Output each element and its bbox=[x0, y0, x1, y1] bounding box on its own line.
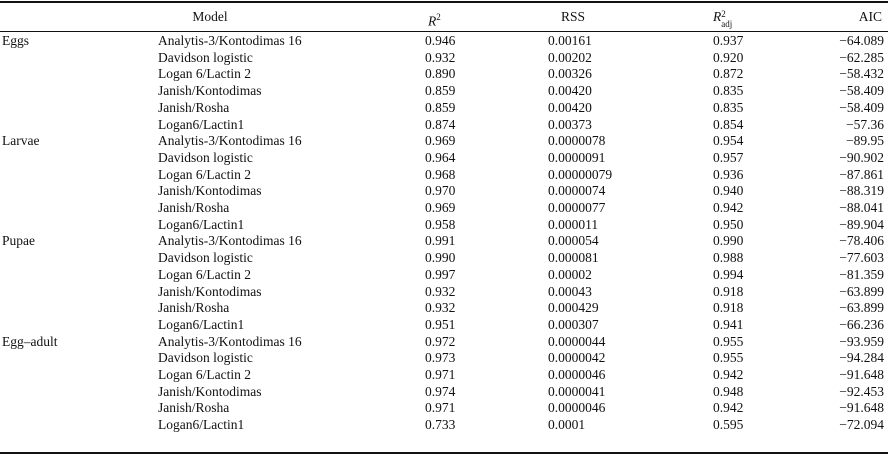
r2-cell: 0.932 bbox=[425, 49, 456, 65]
model-cell: Analytis-3/Kontodimas 16 bbox=[158, 233, 302, 249]
model-cell: Janish/Kontodimas bbox=[158, 83, 262, 99]
radj-cell: 0.918 bbox=[713, 300, 744, 316]
r2-cell: 0.958 bbox=[425, 216, 456, 232]
radj-cell: 0.988 bbox=[713, 250, 744, 266]
r2-cell: 0.973 bbox=[425, 350, 456, 366]
r2-cell: 0.932 bbox=[425, 283, 456, 299]
r2-cell: 0.972 bbox=[425, 333, 456, 349]
aic-cell: −58.409 bbox=[839, 99, 884, 115]
header-model: Model bbox=[192, 9, 228, 24]
model-cell: Logan 6/Lactin 2 bbox=[158, 266, 251, 282]
model-cell: Janish/Kontodimas bbox=[158, 383, 262, 399]
table-row bbox=[0, 66, 888, 83]
rss-cell: 0.00420 bbox=[548, 83, 592, 99]
aic-cell: −87.861 bbox=[839, 166, 884, 182]
aic-cell: −78.406 bbox=[839, 233, 884, 249]
radj-cell: 0.854 bbox=[713, 116, 744, 132]
model-cell: Logan6/Lactin1 bbox=[158, 316, 245, 332]
top-rule bbox=[0, 1, 888, 3]
r2-cell: 0.946 bbox=[425, 33, 456, 48]
rss-cell: 0.00043 bbox=[548, 283, 592, 299]
r2-cell: 0.951 bbox=[425, 316, 456, 332]
model-cell: Janish/Rosha bbox=[158, 400, 230, 416]
radj-cell: 0.918 bbox=[713, 283, 744, 299]
header-row bbox=[0, 8, 888, 29]
radj-cell: 0.872 bbox=[713, 66, 744, 82]
r2-cell: 0.968 bbox=[425, 166, 456, 182]
model-cell: Janish/Rosha bbox=[158, 99, 230, 115]
rss-cell: 0.0000077 bbox=[548, 200, 606, 215]
header-radj-sup: 2 bbox=[721, 8, 726, 19]
rss-cell: 0.00202 bbox=[548, 49, 592, 65]
r2-cell: 0.990 bbox=[425, 250, 456, 266]
header-rule bbox=[0, 31, 888, 32]
header-r2-base: R bbox=[428, 13, 437, 29]
rss-cell: 0.0000042 bbox=[548, 350, 606, 366]
rss-cell: 0.0000074 bbox=[548, 183, 606, 199]
stage-label: Larvae bbox=[2, 133, 40, 149]
aic-cell: −88.319 bbox=[839, 183, 884, 199]
aic-cell: −64.089 bbox=[839, 33, 884, 48]
r2-cell: 0.733 bbox=[425, 417, 456, 433]
table-row bbox=[0, 233, 888, 250]
aic-cell: −89.95 bbox=[846, 133, 884, 149]
r2-cell: 0.971 bbox=[425, 400, 456, 416]
header-radj-base: R bbox=[713, 9, 722, 24]
rss-cell: 0.000307 bbox=[548, 316, 599, 332]
r2-cell: 0.874 bbox=[425, 116, 456, 132]
aic-cell: −72.094 bbox=[839, 417, 884, 433]
aic-cell: −92.453 bbox=[839, 383, 884, 399]
aic-cell: −89.904 bbox=[839, 216, 884, 232]
radj-cell: 0.948 bbox=[713, 383, 744, 399]
radj-cell: 0.955 bbox=[713, 350, 744, 366]
aic-cell: −93.959 bbox=[839, 333, 884, 349]
table-row bbox=[0, 217, 888, 234]
stage-label: Egg–adult bbox=[2, 333, 58, 349]
r2-cell: 0.932 bbox=[425, 300, 456, 316]
radj-cell: 0.595 bbox=[713, 417, 744, 433]
rss-cell: 0.0000046 bbox=[548, 400, 606, 416]
rss-cell: 0.0000091 bbox=[548, 149, 606, 165]
r2-cell: 0.964 bbox=[425, 149, 456, 165]
table-row bbox=[0, 384, 888, 401]
header-r2 bbox=[428, 9, 441, 30]
rss-cell: 0.00326 bbox=[548, 66, 592, 82]
radj-cell: 0.942 bbox=[713, 200, 744, 215]
model-cell: Davidson logistic bbox=[158, 49, 253, 65]
table-row bbox=[0, 400, 888, 417]
bottom-rule bbox=[0, 452, 888, 454]
rss-cell: 0.00161 bbox=[548, 33, 592, 48]
table-row bbox=[0, 267, 888, 284]
table-row bbox=[0, 317, 888, 334]
aic-cell: −94.284 bbox=[839, 350, 884, 366]
header-rss: RSS bbox=[560, 9, 586, 24]
model-cell: Davidson logistic bbox=[158, 250, 253, 266]
table-row bbox=[0, 367, 888, 384]
aic-cell: −90.902 bbox=[839, 149, 884, 165]
radj-cell: 0.937 bbox=[713, 33, 744, 48]
rss-cell: 0.00420 bbox=[548, 99, 592, 115]
r2-cell: 0.997 bbox=[425, 266, 456, 282]
model-cell: Janish/Kontodimas bbox=[158, 183, 262, 199]
r2-cell: 0.991 bbox=[425, 233, 456, 249]
table-row bbox=[0, 284, 888, 301]
table-row bbox=[0, 167, 888, 184]
aic-cell: −63.899 bbox=[839, 300, 884, 316]
model-cell: Janish/Rosha bbox=[158, 300, 230, 316]
model-cell: Analytis-3/Kontodimas 16 bbox=[158, 333, 302, 349]
header-aic: AIC bbox=[858, 9, 882, 24]
model-cell: Davidson logistic bbox=[158, 149, 253, 165]
rss-cell: 0.000054 bbox=[548, 233, 599, 249]
table-row bbox=[0, 334, 888, 351]
table-row bbox=[0, 133, 888, 150]
rss-cell: 0.0000078 bbox=[548, 133, 606, 149]
aic-cell: −66.236 bbox=[839, 316, 884, 332]
model-cell: Janish/Rosha bbox=[158, 200, 230, 215]
table-row bbox=[0, 33, 888, 50]
aic-cell: −88.041 bbox=[839, 200, 884, 215]
model-cell: Logan 6/Lactin 2 bbox=[158, 166, 251, 182]
model-cell: Analytis-3/Kontodimas 16 bbox=[158, 133, 302, 149]
r2-cell: 0.890 bbox=[425, 66, 456, 82]
aic-cell: −58.409 bbox=[839, 83, 884, 99]
rss-cell: 0.0000046 bbox=[548, 367, 606, 382]
header-r2-sup: 2 bbox=[436, 12, 441, 22]
radj-cell: 0.835 bbox=[713, 83, 744, 99]
radj-cell: 0.994 bbox=[713, 266, 744, 282]
table-row bbox=[0, 100, 888, 117]
radj-cell: 0.941 bbox=[713, 316, 744, 332]
aic-cell: −81.359 bbox=[839, 266, 884, 282]
radj-cell: 0.957 bbox=[713, 149, 744, 165]
rss-cell: 0.00002 bbox=[548, 266, 592, 282]
table-row bbox=[0, 200, 888, 217]
model-cell: Janish/Kontodimas bbox=[158, 283, 262, 299]
radj-cell: 0.942 bbox=[713, 367, 744, 382]
rss-cell: 0.000011 bbox=[548, 216, 599, 232]
model-cell: Logan6/Lactin1 bbox=[158, 116, 245, 132]
table-row bbox=[0, 117, 888, 134]
r2-cell: 0.971 bbox=[425, 367, 456, 382]
r2-cell: 0.969 bbox=[425, 133, 456, 149]
model-cell: Logan6/Lactin1 bbox=[158, 216, 245, 232]
radj-cell: 0.950 bbox=[713, 216, 744, 232]
radj-cell: 0.940 bbox=[713, 183, 744, 199]
header-radj bbox=[713, 8, 733, 29]
stage-label: Pupae bbox=[2, 233, 35, 249]
rss-cell: 0.00000079 bbox=[548, 166, 613, 182]
aic-cell: −62.285 bbox=[839, 49, 884, 65]
aic-cell: −58.432 bbox=[839, 66, 884, 82]
table-row bbox=[0, 300, 888, 317]
stage-label: Eggs bbox=[2, 33, 29, 48]
table-row bbox=[0, 417, 888, 434]
aic-cell: −77.603 bbox=[839, 250, 884, 266]
aic-cell: −91.648 bbox=[839, 367, 884, 382]
header-radj-sub: adj bbox=[721, 18, 733, 29]
radj-cell: 0.920 bbox=[713, 49, 744, 65]
table-row bbox=[0, 83, 888, 100]
radj-cell: 0.954 bbox=[713, 133, 744, 149]
radj-cell: 0.990 bbox=[713, 233, 744, 249]
rss-cell: 0.0000041 bbox=[548, 383, 606, 399]
radj-cell: 0.942 bbox=[713, 400, 744, 416]
model-cell: Logan6/Lactin1 bbox=[158, 417, 245, 433]
rss-cell: 0.0001 bbox=[548, 417, 586, 433]
r2-cell: 0.859 bbox=[425, 83, 456, 99]
table-row bbox=[0, 183, 888, 200]
aic-cell: −57.36 bbox=[846, 116, 884, 132]
r2-cell: 0.970 bbox=[425, 183, 456, 199]
model-cell: Davidson logistic bbox=[158, 350, 253, 366]
radj-cell: 0.955 bbox=[713, 333, 744, 349]
table-row bbox=[0, 250, 888, 267]
r2-cell: 0.974 bbox=[425, 383, 456, 399]
aic-cell: −91.648 bbox=[839, 400, 884, 416]
rss-cell: 0.00373 bbox=[548, 116, 592, 132]
table-row bbox=[0, 350, 888, 367]
aic-cell: −63.899 bbox=[839, 283, 884, 299]
radj-cell: 0.936 bbox=[713, 166, 744, 182]
r2-cell: 0.859 bbox=[425, 99, 456, 115]
table-row bbox=[0, 150, 888, 167]
rss-cell: 0.000429 bbox=[548, 300, 599, 316]
rss-cell: 0.000081 bbox=[548, 250, 599, 266]
radj-cell: 0.835 bbox=[713, 99, 744, 115]
model-cell: Analytis-3/Kontodimas 16 bbox=[158, 33, 302, 48]
table-row bbox=[0, 50, 888, 67]
r2-cell: 0.969 bbox=[425, 200, 456, 215]
model-cell: Logan 6/Lactin 2 bbox=[158, 367, 251, 382]
rss-cell: 0.0000044 bbox=[548, 333, 606, 349]
model-cell: Logan 6/Lactin 2 bbox=[158, 66, 251, 82]
